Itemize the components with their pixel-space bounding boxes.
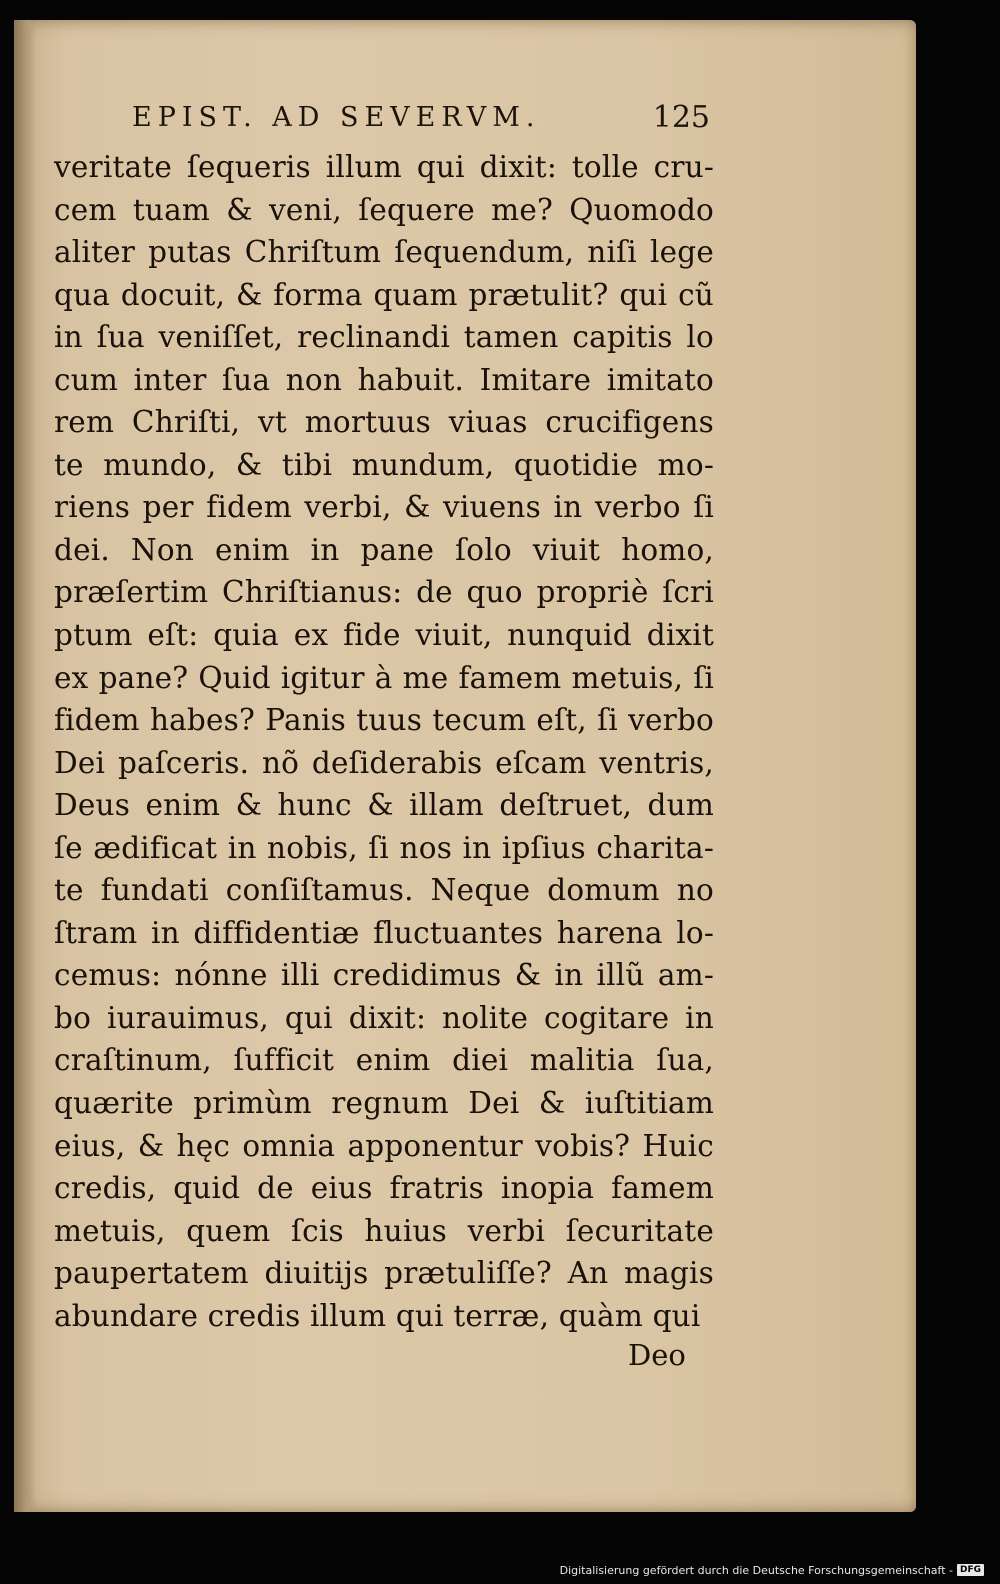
text-line: ſe ædificat in nobis, ſi nos in ipſius charita-	[54, 830, 714, 865]
text-line: qua docuit, & forma quam prætulit? qui cũ	[54, 277, 714, 312]
page-gutter	[14, 20, 36, 1512]
text-line: cem tuam & veni, ſequere me? Quomodo	[54, 192, 714, 227]
text-line: veritate ſequeris illum qui dixit: tolle cru-	[54, 150, 714, 184]
text-line: cemus: nónne illi credidimus & in illũ am-	[54, 958, 714, 993]
text-line: ptum eſt: quia ex fide viuit, nunquid dixit	[54, 618, 714, 653]
text-line: ex pane? Quid igitur à me famem metuis, ſi	[54, 660, 714, 695]
footer-credit	[560, 1562, 984, 1578]
text-line: in ſua veniſſet, reclinandi tamen capitis lo	[54, 320, 714, 355]
text-line: præſertim Chriſtianus: de quo propriè ſcri	[54, 575, 714, 610]
text-line: credis, quid de eius fratris inopia famem	[54, 1171, 714, 1206]
text-line: aliter putas Chriſtum ſequendum, niſi lege	[54, 235, 714, 270]
running-title: EPIST. AD SEVERVM.	[132, 102, 541, 133]
book-page	[14, 20, 916, 1512]
dfg-logo-icon: DFG	[957, 1564, 984, 1576]
text-line: Dei paſceris. nõ deſiderabis eſcam ventris,	[54, 745, 714, 780]
text-line: dei. Non enim in pane ſolo viuit homo,	[54, 532, 714, 567]
body-text	[54, 146, 714, 1337]
text-line: abundare credis illum qui terræ, quàm qui	[54, 1298, 701, 1333]
text-line: fidem habes? Panis tuus tecum eſt, ſi verbo	[54, 703, 714, 738]
text-line: te mundo, & tibi mundum, quotidie mo-	[54, 447, 714, 482]
text-line: quærite primùm regnum Dei & iuſtitiam	[54, 1086, 714, 1121]
text-line: cum inter ſua non habuit. Imitare imitato	[54, 362, 714, 397]
text-line: metuis, quem ſcis huius verbi ſecuritate	[54, 1213, 714, 1248]
text-line: craſtinum, ſufficit enim diei malitia ſua,	[54, 1043, 714, 1078]
text-line: Deus enim & hunc & illam deſtruet, dum	[54, 788, 714, 823]
text-line: riens per fidem verbi, & viuens in verbo ſi	[54, 490, 714, 525]
page-number: 125	[652, 100, 710, 135]
text-line: te fundati conſiſtamus. Neque domum no	[54, 873, 714, 908]
catchword: Deo	[628, 1338, 686, 1372]
text-line: bo iurauimus, qui dixit: nolite cogitare in	[54, 1000, 714, 1035]
text-line: paupertatem diuitijs prætuliſſe? An magis	[54, 1256, 714, 1291]
text-line: rem Chriſti, vt mortuus viuas crucifigens	[54, 405, 714, 440]
text-line: eius, & hęc omnia apponentur vobis? Huic	[54, 1128, 714, 1163]
page-header	[114, 100, 714, 140]
funding-text: Digitalisierung gefördert durch die Deutsche Forschungsgemeinschaft -	[559, 1563, 953, 1577]
text-line: ſtram in diffidentiæ fluctuantes harena lo-	[54, 915, 714, 950]
